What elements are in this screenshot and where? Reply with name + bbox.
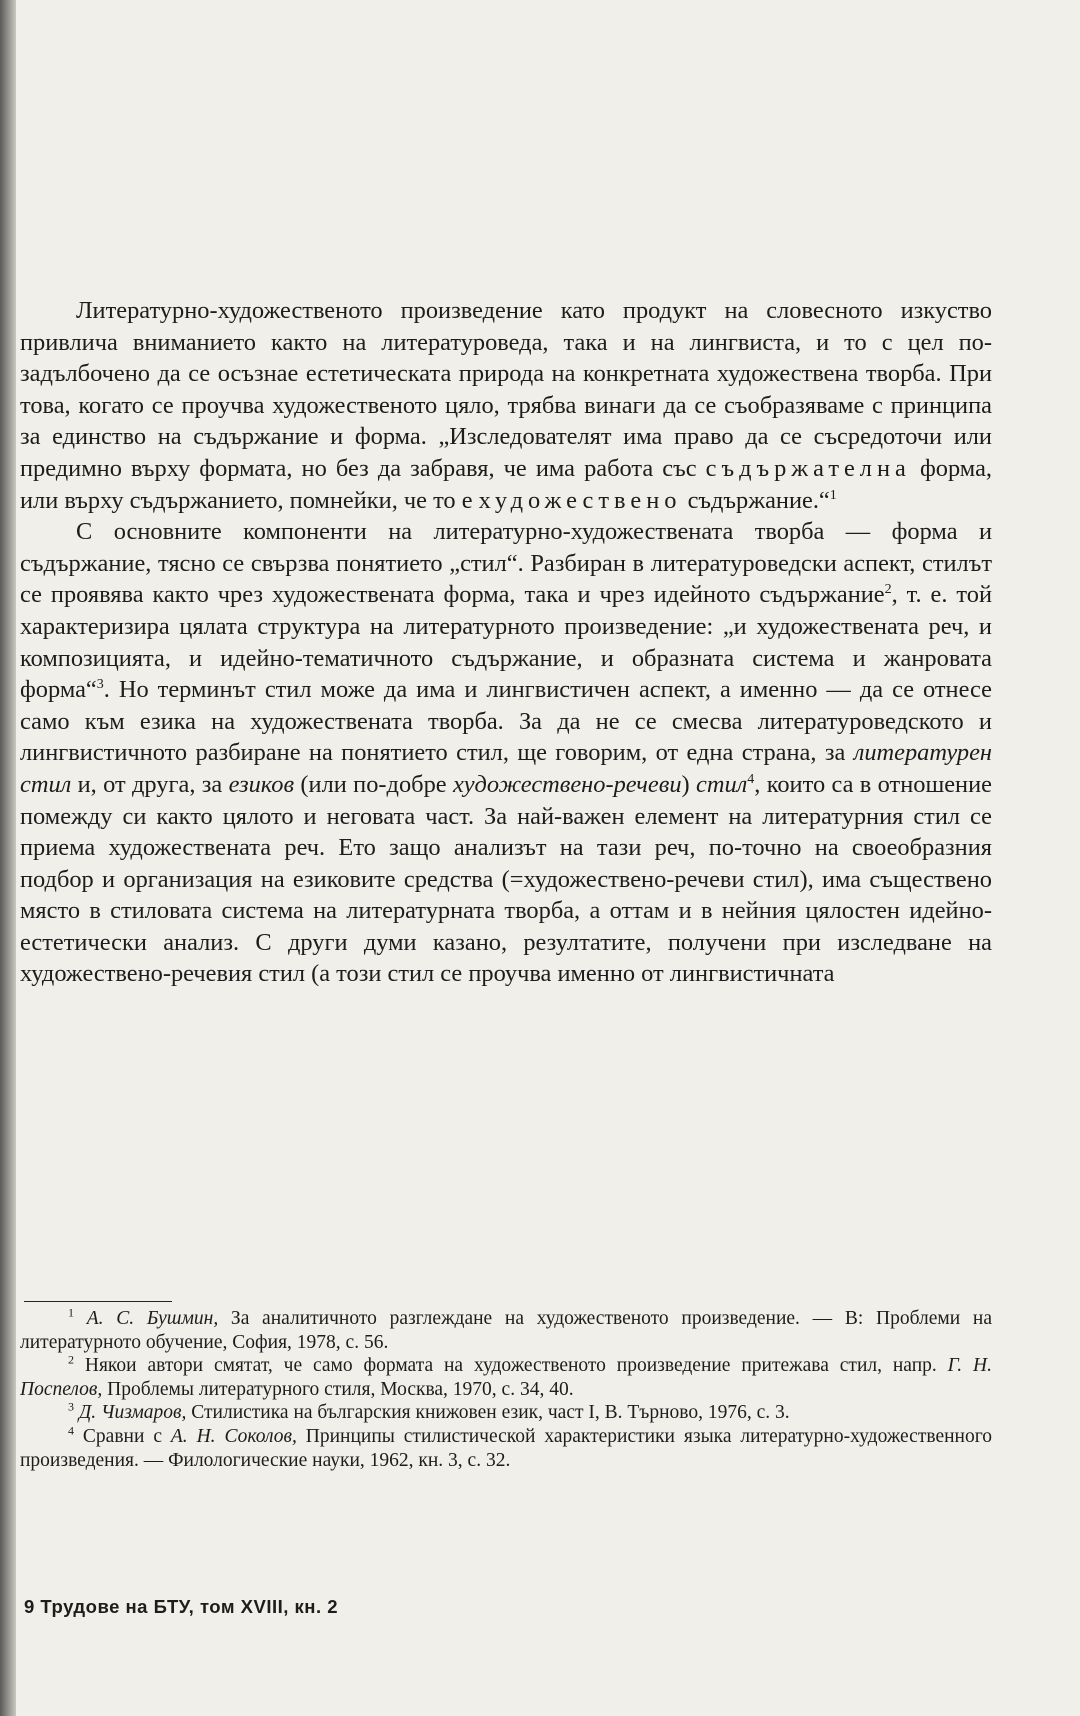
footnote-marker: 3 <box>96 677 104 692</box>
paragraph <box>20 516 992 990</box>
text-run: . Но терминът стил може да има и лингвистичен аспект, а именно — да се отнесе само към езика на художествената творба. За да не се смесва литературоведското и лингвистичното разбиране на понятието стил, ще говорим, от една страна, за <box>20 676 992 767</box>
spaced-emphasis-text: съдържателна <box>705 454 911 482</box>
footnote-marker: 1 <box>829 487 837 503</box>
spaced-emphasis-text: художествено <box>478 486 682 514</box>
footnote <box>20 1425 992 1472</box>
text-run: ) <box>681 770 697 798</box>
italic-text: Г. Н. Поспелов, <box>20 1355 992 1400</box>
footnote-marker: 4 <box>68 1423 74 1438</box>
italic-text: стил <box>696 770 748 798</box>
body-text <box>20 295 992 990</box>
footnote <box>20 1307 992 1354</box>
text-run: Някои автори смятат, че само формата на художественото произведение притежава стил, напр. <box>74 1355 948 1377</box>
italic-text: художествено-речеви <box>452 770 682 798</box>
footnote-marker: 1 <box>68 1305 74 1320</box>
text-run: Принципы стилистической характеристики языка литературно-художественного произведения. — Филологические науки, 1962, кн. 3, с. 32. <box>20 1425 992 1471</box>
italic-text: Д. Чизмаров, <box>78 1402 187 1424</box>
text-run: За аналитичното разглеждане на художественото произведение. — В: Проблеми на литературното обучение, София, 1978, с. 56. <box>20 1308 992 1353</box>
text-run: , които са в отношение помежду си както цялото и неговата част. За най-важен елемент на литературния стил се приема художествената реч. Ето защо анализът на тази реч, по-точно на своеобразния подбор и организация на езиковите средства (=художествено-речеви стил), има съществено място в стиловата система на литературната творба, а оттам и в нейния цялостен идейно-естетически анализ. С други думи казано, резултатите, получени при изследване на художествено-речевия стил (а този стил се проучва именно от лингвистичната <box>20 770 992 988</box>
footnote-marker: 4 <box>747 771 755 787</box>
italic-text: езиков <box>228 770 295 798</box>
text-run: и, от друга, за <box>71 770 229 798</box>
footnotes <box>20 1307 992 1472</box>
text-run: Проблемы литературного стиля, Москва, 1970, с. 34, 40. <box>102 1378 574 1400</box>
text-run: Литературно-художественото произведение като продукт на словесното изкуство привлича вниманието както на литературоведа, така и на лингвиста, и то с цел по-задълбочено да се осъзнае естетическата природа на конкретната художествена творба. При това, когато се проучва художественото цяло, трябва винаги да се съобразяваме с принципа за единство на съдържание и форма. „Изследователят има право да се съсредоточи или предимно върху формата, но без да забравя, че има работа със <box>20 297 992 482</box>
text-run: Сравни с <box>74 1425 171 1447</box>
text-run: , т. е. той характеризира цялата структура на литературното произведение: „и художествената реч, и композицията, и идейно-тематичното съдържание, и образната система и жанровата форма“ <box>20 581 992 704</box>
text-run: съдържание.“ <box>681 486 830 514</box>
footnote-marker: 2 <box>68 1352 74 1367</box>
footnote-marker: 2 <box>884 582 892 598</box>
footnote <box>20 1354 992 1401</box>
footnote <box>20 1401 992 1425</box>
paragraph <box>20 295 992 516</box>
italic-text: А. С. Бушмин, <box>86 1308 219 1329</box>
text-run: (или по-добре <box>294 770 453 798</box>
text-run: С основните компоненти на литературно-художествената творба — форма и съдържание, тясно се свързва понятието „стил“. Разбиран в литературоведски аспект, стилът се проявява както чрез художествената форма, така и чрез идейното съдържание <box>20 518 992 609</box>
footnote-separator <box>24 1301 172 1302</box>
footnote-marker: 3 <box>68 1399 74 1414</box>
italic-text: А. Н. Соколов, <box>170 1425 297 1447</box>
text-run: форма, или върху съдържанието, помнейки, че то е <box>20 454 992 514</box>
text-run: Стилистика на българския книжовен език, част I, В. Търново, 1976, с. 3. <box>186 1402 790 1424</box>
text-run <box>74 1308 87 1329</box>
page-binding-edge <box>0 0 16 1716</box>
page-footer: 9 Трудове на БТУ, том XVIII, кн. 2 <box>24 1596 339 1617</box>
italic-text: литературен стил <box>20 739 992 798</box>
